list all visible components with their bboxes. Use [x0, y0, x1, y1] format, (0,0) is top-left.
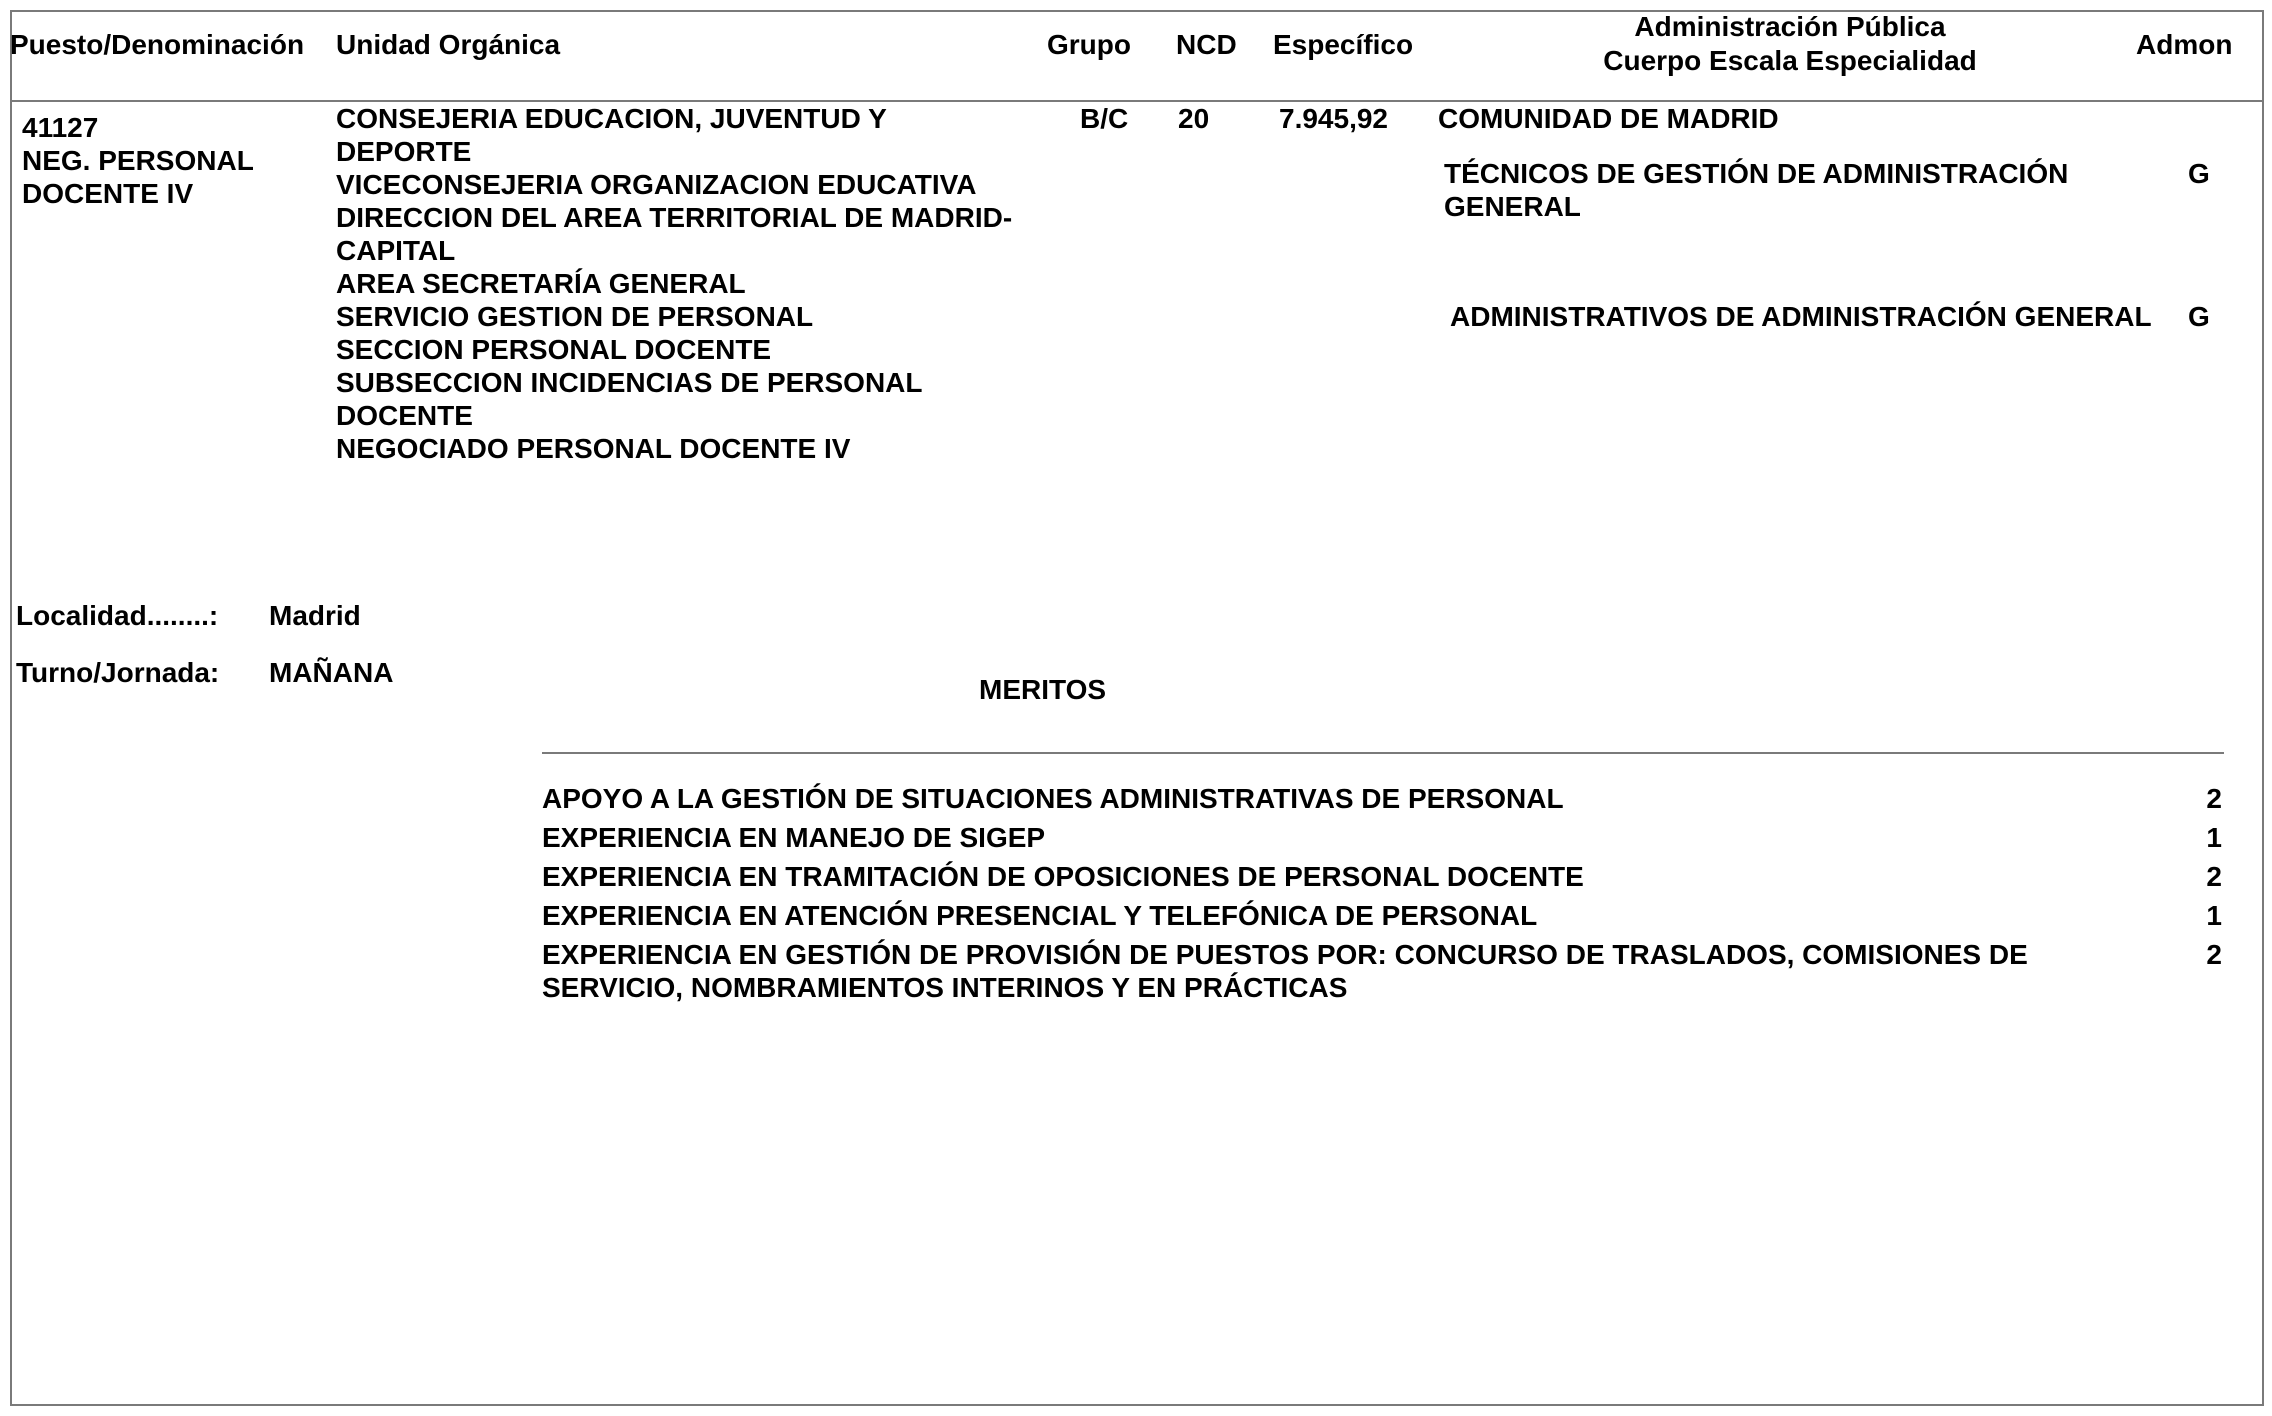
unidad-line: DIRECCION DEL AREA TERRITORIAL DE MADRID- — [336, 202, 1013, 233]
merito-points: 2 — [2206, 939, 2222, 970]
merito-points: 1 — [2206, 822, 2222, 853]
denominacion-line: DOCENTE IV — [22, 178, 194, 209]
unidad-organica — [336, 102, 1012, 465]
cuerpo-line: ADMINISTRATIVOS DE ADMINISTRACIÓN GENERAL — [1450, 301, 2152, 332]
unidad-line: NEGOCIADO PERSONAL DOCENTE IV — [336, 433, 851, 464]
header-cuerpo-escala: Cuerpo Escala Especialidad — [1603, 45, 1977, 76]
puesto-denominacion — [22, 111, 254, 210]
header-grupo: Grupo — [1047, 29, 1131, 60]
header-puesto: Puesto/Denominación — [10, 29, 305, 60]
merito-text: EXPERIENCIA EN ATENCIÓN PRESENCIAL Y TELEFÓNICA DE PERSONAL — [542, 900, 1538, 931]
merito-text: EXPERIENCIA EN GESTIÓN DE PROVISIÓN DE PUESTOS POR: CONCURSO DE TRASLADOS, COMISIONES DE SERVICIO, NOMBRAMIENTOS INTERINOS Y EN PRÁCTICAS — [542, 939, 2028, 1003]
meritos-divider — [542, 752, 2224, 754]
merito-points: 1 — [2206, 900, 2222, 931]
grupo-value: B/C — [1080, 103, 1129, 134]
turno-label: Turno/Jornada: — [16, 657, 220, 688]
denominacion-line: NEG. PERSONAL — [22, 145, 254, 176]
header-admon: Admon — [2136, 29, 2233, 60]
meritos-title: MERITOS — [979, 674, 1107, 705]
administracion-value: COMUNIDAD DE MADRID — [1438, 103, 1779, 134]
merito-points: 2 — [2206, 861, 2222, 892]
merito-text: EXPERIENCIA EN TRAMITACIÓN DE OPOSICIONES DE PERSONAL DOCENTE — [542, 861, 1584, 892]
merito-points: 2 — [2206, 783, 2222, 814]
cuerpo-line: TÉCNICOS DE GESTIÓN DE ADMINISTRACIÓN — [1444, 158, 2069, 189]
cuerpo-admon: G — [2188, 158, 2210, 189]
unidad-line: DOCENTE — [336, 400, 473, 431]
especifico-value: 7.945,92 — [1279, 103, 1388, 134]
cuerpo-entry — [1444, 157, 2068, 223]
header-ncd: NCD — [1176, 29, 1237, 60]
cuerpo-entry — [1450, 300, 2152, 333]
unidad-line: CONSEJERIA EDUCACION, JUVENTUD Y — [336, 103, 887, 134]
header-especifico: Específico — [1273, 29, 1414, 60]
ncd-value: 20 — [1178, 103, 1210, 134]
header-unidad: Unidad Orgánica — [336, 29, 561, 60]
unidad-line: SERVICIO GESTION DE PERSONAL — [336, 301, 814, 332]
header-administracion-publica: Administración Pública — [1634, 11, 1946, 42]
unidad-line: SECCION PERSONAL DOCENTE — [336, 334, 772, 365]
unidad-line: SUBSECCION INCIDENCIAS DE PERSONAL — [336, 367, 923, 398]
unidad-line: DEPORTE — [336, 136, 472, 167]
localidad-value: Madrid — [269, 600, 361, 631]
unidad-line: AREA SECRETARÍA GENERAL — [336, 268, 746, 299]
merito-text: APOYO A LA GESTIÓN DE SITUACIONES ADMINISTRATIVAS DE PERSONAL — [542, 783, 1564, 814]
cuerpo-admon: G — [2188, 301, 2210, 332]
unidad-line: CAPITAL — [336, 235, 456, 266]
cuerpo-line: GENERAL — [1444, 191, 1581, 222]
merito-text: EXPERIENCIA EN MANEJO DE SIGEP — [542, 822, 1046, 853]
puesto-codigo: 41127 — [22, 112, 99, 143]
turno-value: MAÑANA — [269, 657, 394, 688]
localidad-label: Localidad........: — [16, 600, 219, 631]
unidad-line: VICECONSEJERIA ORGANIZACION EDUCATIVA — [336, 169, 977, 200]
